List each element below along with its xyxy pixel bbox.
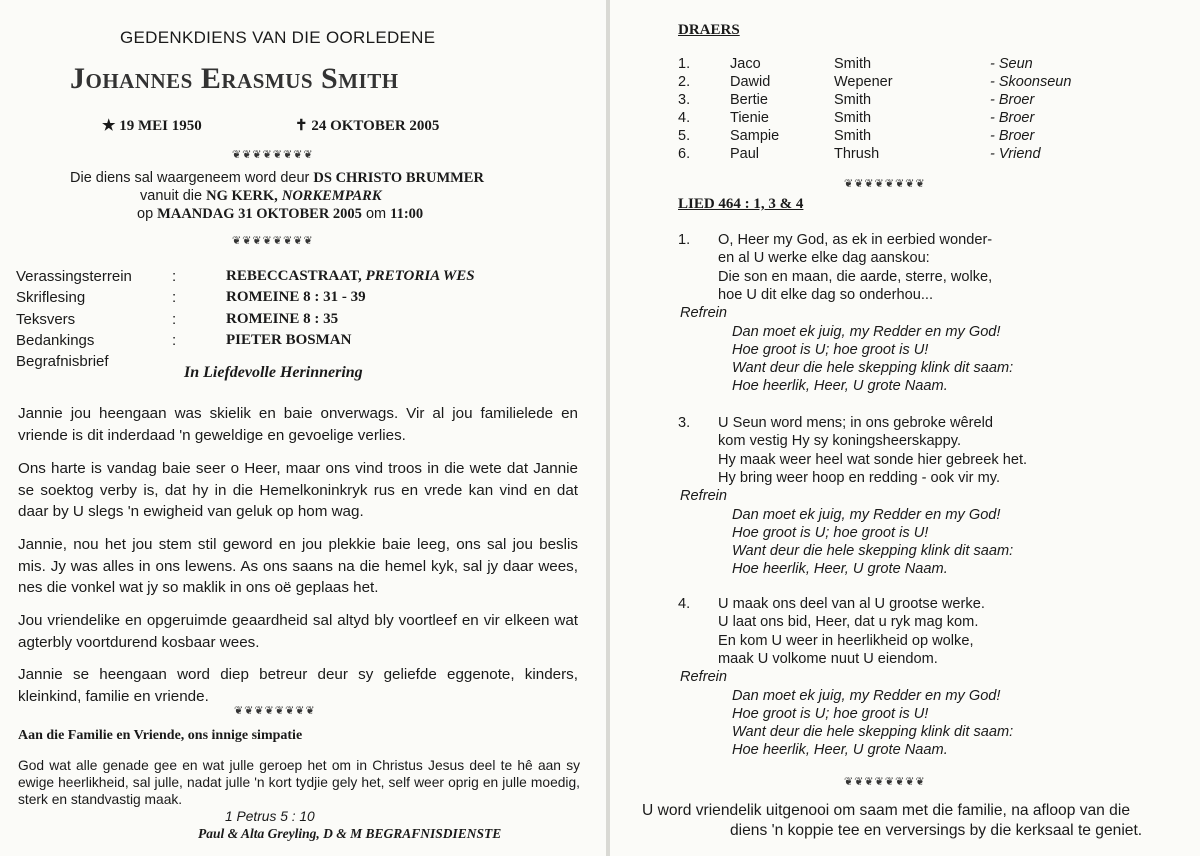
service-line-2: vanuit die NG KERK, NORKEMPARK (140, 188, 382, 204)
service-header: GEDENKDIENS VAN DIE OORLEDENE (120, 28, 436, 47)
tribute-paragraph: Jannie jou heengaan was skielik en baie onverwags. Vir al jou familielede en vriende is dit inderdaad 'n geweldige en gevoelige verlies. (18, 405, 578, 444)
verse-number: 1. (678, 232, 691, 248)
cross-icon: ✝ (295, 118, 308, 134)
service-line-3: op MAANDAG 31 OKTOBER 2005 om 11:00 (137, 206, 424, 222)
deceased-name: Johannes Erasmus Smith (70, 62, 399, 95)
detail-sep: : (172, 289, 177, 306)
refrain-line: Want deur die hele skepping klink dit saam: (732, 360, 1014, 377)
signature: Paul & Alta Greyling, D & M BEGRAFNISDIENSTE (198, 826, 502, 841)
verse-line: Hy maak weer heel wat sonde hier gebreek het. (718, 451, 1028, 468)
bearer-first: Sampie (730, 128, 780, 144)
refrain-line: Hoe heerlik, Heer, U grote Naam. (732, 561, 948, 578)
refrain-line: Want deur die hele skepping klink dit saam: (732, 543, 1014, 560)
bearer-num: 6. (678, 146, 691, 162)
verse-line: kom vestig Hy sy koningsheerskappy. (718, 433, 962, 450)
invitation-line: diens 'n koppie tee en verversings by die kerksaal te geniet. (730, 822, 1143, 839)
detail-value: PIETER BOSMAN (226, 332, 352, 348)
tribute-paragraph: Jannie se heengaan word diep betreur deur sy geliefde eggenote, kinders, kleinkind, familie en vriende. (18, 666, 578, 705)
refrain-line: Hoe groot is U; hoe groot is U! (732, 341, 929, 358)
death-date: ✝ 24 OKTOBER 2005 (295, 118, 440, 134)
bearer-rel: - Skoonseun (990, 74, 1072, 90)
verse-number: 4. (678, 596, 691, 612)
ornament-divider: ❦❦❦❦❦❦❦❦ (844, 177, 926, 190)
refrain-label: Refrein (680, 305, 728, 322)
right-page (612, 0, 1200, 856)
refrain-line: Hoe heerlik, Heer, U grote Naam. (732, 742, 948, 759)
bearers-title: DRAERS (678, 22, 740, 38)
bearer-rel: - Vriend (990, 146, 1041, 162)
refrain-label: Refrein (680, 669, 728, 686)
detail-label: Skriflesing (16, 289, 86, 306)
page-fold (606, 0, 610, 856)
ornament-divider: ❦❦❦❦❦❦❦❦ (844, 775, 926, 788)
detail-value: REBECCASTRAAT, PRETORIA WES (226, 268, 475, 284)
bearer-first: Dawid (730, 74, 771, 90)
bearer-last: Wepener (834, 74, 893, 90)
detail-sep: : (172, 268, 177, 285)
detail-sep: : (172, 311, 177, 328)
refrain-line: Dan moet ek juig, my Redder en my God! (732, 506, 1001, 523)
verse-line: U maak ons deel van al U grootse werke. (718, 596, 985, 612)
ornament-divider: ❦❦❦❦❦❦❦❦ (232, 148, 314, 161)
verse-reference: 1 Petrus 5 : 10 (225, 809, 315, 824)
tribute-paragraph: Jou vriendelike en opgeruimde geaardheid sal altyd bly voortleef en vir elkeen wat agterbly voortdurend kosbaar wees. (18, 612, 578, 651)
detail-value: ROMEINE 8 : 31 - 39 (226, 289, 366, 305)
verse-line: U laat ons bid, Heer, dat u ryk mag kom. (718, 614, 979, 631)
bearer-last: Thrush (834, 146, 880, 162)
bearer-last: Smith (834, 92, 872, 108)
sympathy-title: Aan die Familie en Vriende, ons innige simpatie (18, 728, 303, 743)
refrain-line: Want deur die hele skepping klink dit saam: (732, 724, 1014, 741)
bearer-num: 5. (678, 128, 691, 144)
bearer-num: 4. (678, 110, 691, 126)
verse-line: hoe U dit elke dag so onderhou... (718, 286, 934, 303)
refrain-line: Hoe groot is U; hoe groot is U! (732, 524, 929, 541)
bearer-num: 2. (678, 74, 691, 90)
service-line-1: Die diens sal waargeneem word deur DS CHRISTO BRUMMER (70, 170, 484, 186)
invitation-line: U word vriendelik uitgenooi om saam met die familie, na afloop van die (642, 802, 1130, 819)
bearer-first: Jaco (730, 56, 761, 72)
bearer-first: Bertie (730, 92, 768, 108)
bearer-last: Smith (834, 110, 872, 126)
bearer-first: Tienie (730, 110, 769, 126)
star-icon: ★ (102, 118, 116, 134)
refrain-line: Hoe groot is U; hoe groot is U! (732, 705, 929, 722)
refrain-line: Hoe heerlik, Heer, U grote Naam. (732, 378, 948, 395)
detail-value: ROMEINE 8 : 35 (226, 311, 339, 327)
refrain-line: Dan moet ek juig, my Redder en my God! (732, 323, 1001, 340)
refrain-line: Dan moet ek juig, my Redder en my God! (732, 687, 1001, 704)
bearer-last: Smith (834, 56, 872, 72)
ornament-divider: ❦❦❦❦❦❦❦❦ (234, 704, 316, 717)
sympathy-text: God wat alle genade gee en wat julle geroep het om in Christus Jesus deel te hê aan sy ewige heerlikheid, sal julle, nadat julle 'n kort tydjie gely het, self weer oprig en julle moedig, sterk en standvastig maak. (18, 758, 580, 807)
verse-number: 3. (678, 415, 691, 431)
verse-line: maak U volkome nuut U eiendom. (718, 650, 938, 667)
detail-label: Teksvers (16, 311, 76, 328)
verse-line: Hy bring weer hoop en redding - ook vir my. (718, 469, 1001, 486)
detail-label: Begrafnisbrief (16, 353, 109, 370)
bearer-rel: - Broer (990, 92, 1035, 108)
birth-date: ★ 19 MEI 1950 (102, 118, 202, 134)
detail-label: Verassingsterrein (16, 268, 132, 285)
memory-title: In Liefdevolle Herinnering (184, 364, 363, 381)
bearer-rel: - Broer (990, 110, 1035, 126)
verse-line: U Seun word mens; in ons gebroke wêreld (718, 415, 993, 431)
verse-line: En kom U weer in heerlikheid op wolke, (718, 632, 974, 649)
detail-sep: : (172, 332, 177, 349)
verse-line: en al U werke elke dag aanskou: (718, 250, 930, 267)
tribute-paragraph: Ons harte is vandag baie seer o Heer, maar ons vind troos in die wete dat Jannie se soektog verby is, dat hy in die Hemelkoninkryk rus en vrede kan vind en dat daar by U slegs 'n ewigheid van geluk op hom wag. (18, 460, 578, 520)
verse-line: Die son en maan, die aarde, sterre, wolke, (718, 268, 993, 285)
detail-label: Bedankings (16, 332, 95, 349)
bearer-rel: - Seun (990, 56, 1033, 72)
bearer-num: 1. (678, 56, 691, 72)
bearer-num: 3. (678, 92, 691, 108)
tribute-paragraph: Jannie, nou het jou stem stil geword en jou plekkie baie leeg, ons sal jou beslis mis. Jy was alles in ons lewens. As ons saans na die hemel kyk, sal jy daar wees, nes die vonkel wat jy so maklik in ons oë geplaas het. (18, 536, 578, 596)
verse-line: O, Heer my God, as ek in eerbied wonder- (718, 232, 993, 248)
ornament-divider: ❦❦❦❦❦❦❦❦ (232, 234, 314, 247)
bearer-rel: - Broer (990, 128, 1035, 144)
refrain-label: Refrein (680, 488, 728, 505)
song-title: LIED 464 : 1, 3 & 4 (678, 196, 804, 212)
bearer-first: Paul (730, 146, 760, 162)
bearer-last: Smith (834, 128, 872, 144)
